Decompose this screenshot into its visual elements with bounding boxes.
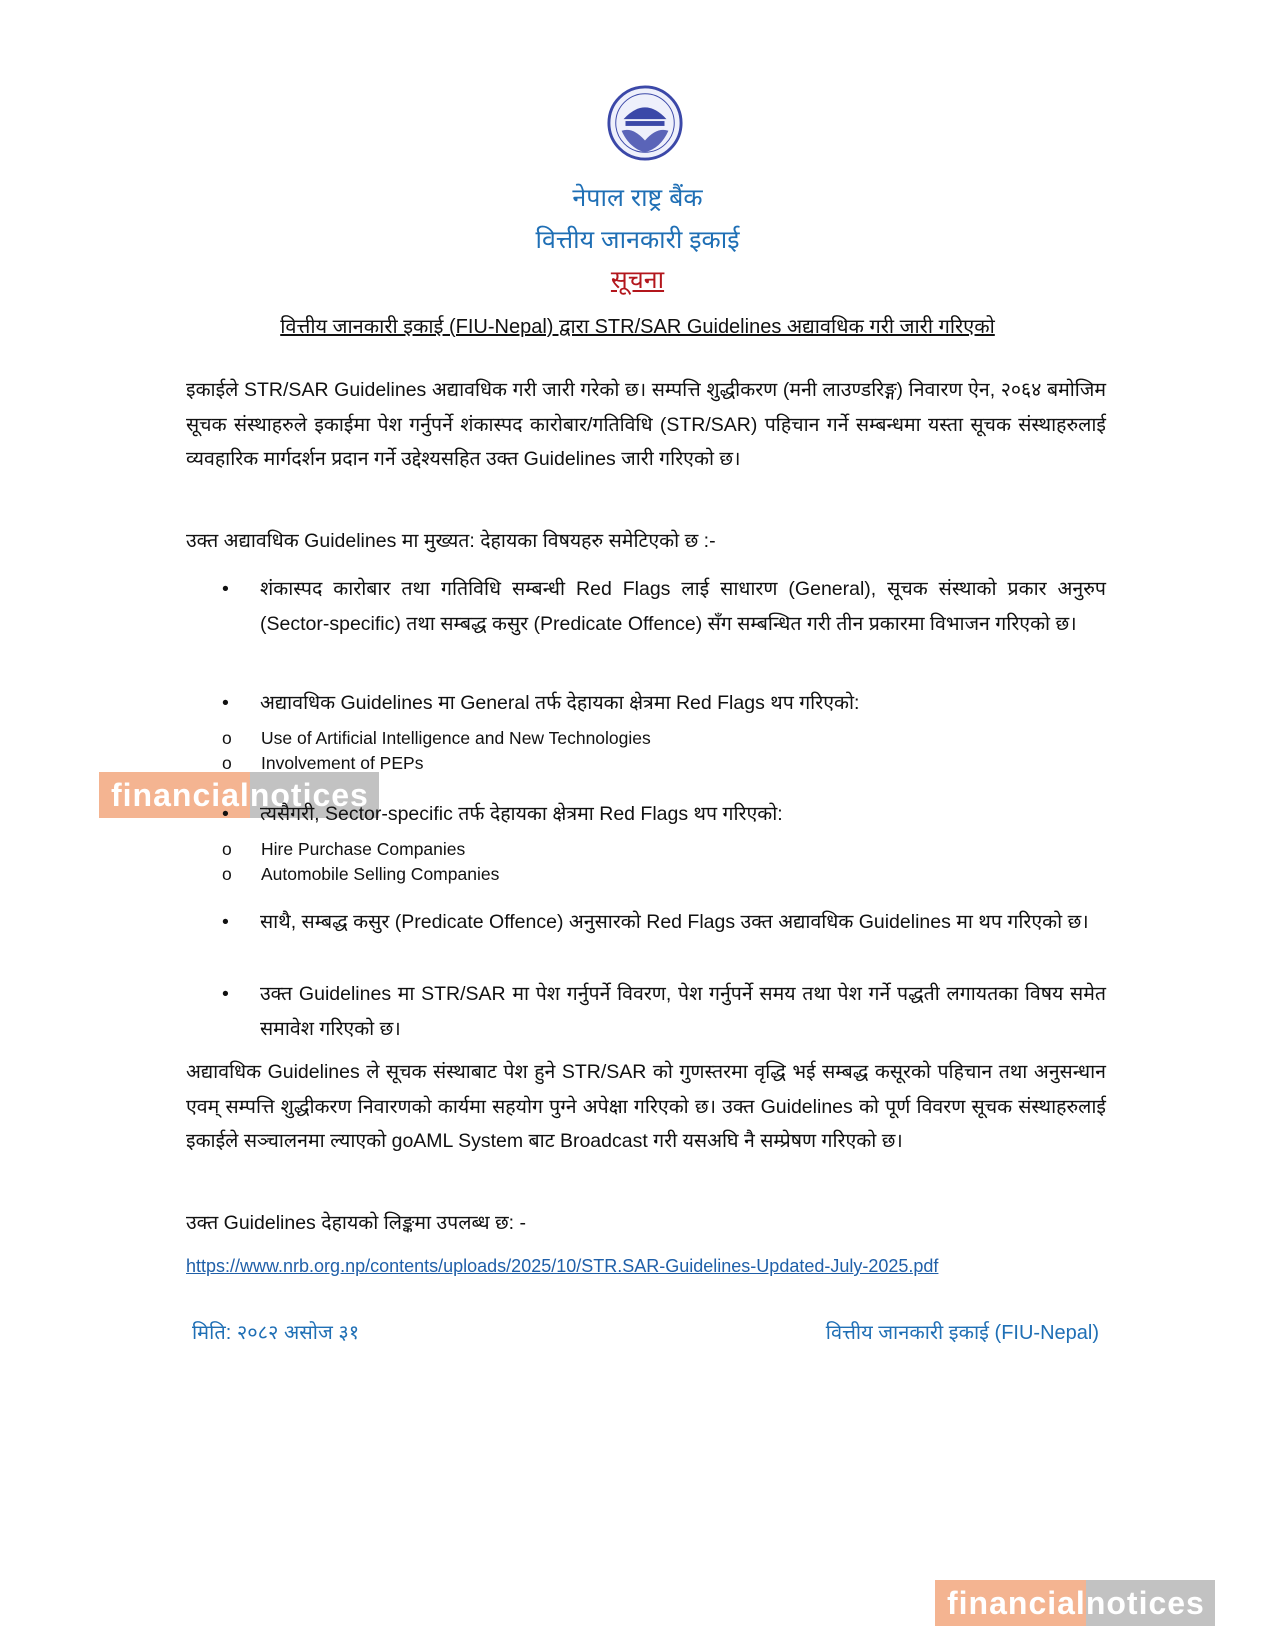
watermark-text: financial [99,772,250,818]
bullet-list [186,572,1106,641]
notice-date: मिति: २०८२ असोज ३१ [192,1322,360,1344]
intro-paragraph: इकाईले STR/SAR Guidelines अद्यावधिक गरी जारी गरेको छ। सम्पत्ति शुद्धीकरण (मनी लाउण्डरिङ्ग) निवारण ऐन, २०६४ बमोजिम सूचक संस्थाहरुले इकाईमा पेश गर्नुपर्ने शंकास्पद कारोबार/गतिविधि (STR/SAR) पहिचान गर्ने सम्बन्धमा यस्ता सूचक संस्थाहरुलाई व्यवहारिक मार्गदर्शन प्रदान गर्ने उद्देश्यसहित उक्त Guidelines जारी गरिएको छ। [186,379,1106,470]
bullet-text: शंकास्पद कारोबार तथा गतिविधि सम्बन्धी Red Flags लाई साधारण (General), सूचक संस्थाको प्रकार अनुरुप (Sector-specific) तथा सम्बद्ध कसुर (Predicate Offence) सँग सम्बन्धित गरी तीन प्रकारमा विभाजन गरिएको छ। [260,578,1106,635]
bullet-item [186,797,1106,887]
bullet-text: उक्त Guidelines मा STR/SAR मा पेश गर्नुपर्ने विवरण, पेश गर्नुपर्ने समय तथा पेश गर्ने पद्धती लगायतका विषय समेत समावेश गरिएको छ। [260,983,1106,1040]
bullet-text: अद्यावधिक Guidelines मा General तर्फ देहायका क्षेत्रमा Red Flags थप गरिएको: [260,692,860,714]
sub-item: o Automobile Selling Companies [186,862,1106,887]
bullet-list [186,686,1106,776]
bullet-list [186,905,1106,940]
bullet-item [186,977,1106,1046]
bullet-list [186,977,1106,1046]
bullet-text: त्यसैगरी, Sector-specific तर्फ देहायका क्षेत्रमा Red Flags थप गरिएको: [260,803,783,825]
summary-intro: उक्त अद्यावधिक Guidelines मा मुख्यत: देहायका विषयहरु समेटिएको छ :- [186,530,716,552]
sub-item: o Involvement of PEPs [186,751,1106,776]
bullet-item [186,905,1106,940]
bullet-list [186,797,1106,887]
watermark-text: financial [935,1580,1086,1626]
notice-label: सूचना [610,266,665,294]
bullet-item [186,686,1106,776]
watermark-text: notices [250,772,379,818]
unit-name: वित्तीय जानकारी इकाई [535,226,740,254]
signatory: वित्तीय जानकारी इकाई (FIU-Nepal) [825,1322,1099,1344]
bullet-item [186,572,1106,641]
nepal-rastra-bank-logo [606,84,684,162]
notice-subject: वित्तीय जानकारी इकाई (FIU-Nepal) द्वारा STR/SAR Guidelines अद्यावधिक गरी जारी गरिएको [280,316,995,338]
link-intro: उक्त Guidelines देहायको लिङ्कमा उपलब्ध छ: - [186,1212,527,1234]
watermark-text: notices [1086,1580,1215,1626]
closing-paragraph: अद्यावधिक Guidelines ले सूचक संस्थाबाट पेश हुने STR/SAR को गुणस्तरमा वृद्धि भई सम्बद्ध कसूरको पहिचान तथा अनुसन्धान एवम् सम्पत्ति शुद्धीकरण निवारणको कार्यमा सहयोग पुग्ने अपेक्षा गरिएको छ। उक्त Guidelines को पूर्ण विवरण सूचक संस्थाहरुलाई इकाईले सञ्चालनमा ल्याएको goAML System बाट Broadcast गरी यसअघि नै सम्प्रेषण गरिएको छ। [186,1061,1106,1152]
watermark [935,1580,1215,1626]
sub-item: o Hire Purchase Companies [186,837,1106,862]
sub-item: o Use of Artificial Intelligence and New Technologies [186,726,1106,751]
org-name: नेपाल राष्ट्र बैंक [572,184,703,212]
guidelines-pdf-link[interactable]: https://www.nrb.org.np/contents/uploads/2025/10/STR.SAR-Guidelines-Updated-July-2025.pdf [186,1256,939,1276]
bullet-text: साथै, सम्बद्ध कसुर (Predicate Offence) अनुसारको Red Flags उक्त अद्यावधिक Guidelines मा थप गरिएको छ। [260,911,1089,933]
